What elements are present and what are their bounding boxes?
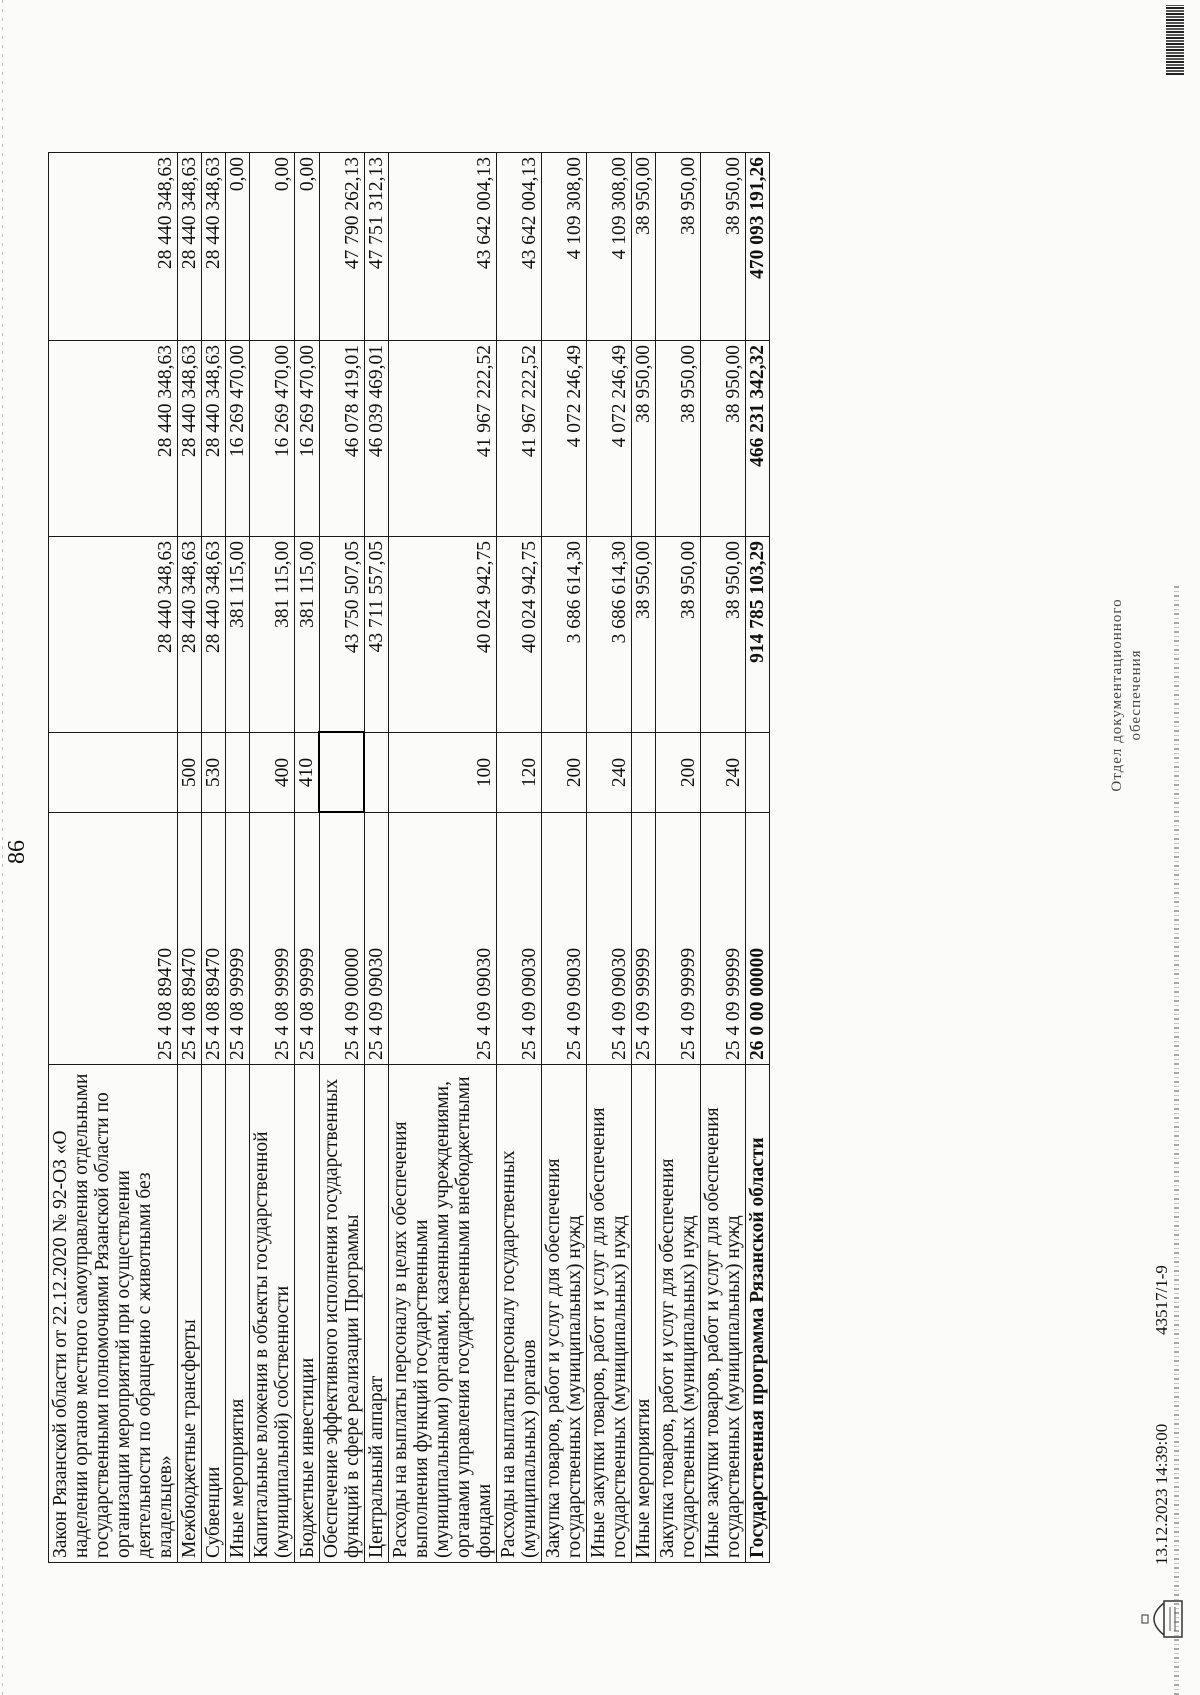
row-amount-2025-cell: 4 072 246,49 (586, 341, 631, 537)
table-row (541, 153, 586, 1563)
row-amount-2024-cell: 28 440 348,63 (202, 537, 226, 733)
row-name-cell: Иные мероприятия (631, 1065, 655, 1563)
row-expense-type-cell (319, 733, 364, 813)
row-name-cell: Расходы на выплаты персоналу государственных (муниципальных) органов (496, 1065, 541, 1563)
row-amount-2025-cell: 38 950,00 (700, 341, 745, 537)
row-amount-2026-cell: 28 440 348,63 (49, 153, 178, 341)
row-amount-2025-cell: 46 039 469,01 (364, 341, 388, 537)
row-code-cell: 25 4 08 89470 (202, 813, 226, 1065)
scan-barcode-strip (1174, 585, 1179, 1695)
row-amount-2024-cell: 28 440 348,63 (178, 537, 202, 733)
table-row (295, 153, 320, 1563)
row-name-cell: Закупка товаров, работ и услуг для обеспечения государственных (муниципальных) нужд (655, 1065, 700, 1563)
row-expense-type-cell: 530 (202, 733, 226, 813)
table-total-row (745, 153, 769, 1563)
row-amount-2024-cell: 40 024 942,75 (496, 537, 541, 733)
row-name-cell: Центральный аппарат (364, 1065, 388, 1563)
row-amount-2026-cell: 470 093 191,26 (745, 153, 769, 341)
row-amount-2024-cell: 381 115,00 (295, 537, 320, 733)
table-row (250, 153, 295, 1563)
row-expense-type-cell: 410 (295, 733, 320, 813)
row-code-cell: 25 4 09 99999 (700, 813, 745, 1065)
scan-artifact (2, 0, 3, 1695)
row-amount-2025-cell: 16 269 470,00 (226, 341, 250, 537)
row-amount-2025-cell: 41 967 222,52 (496, 341, 541, 537)
row-code-cell: 25 4 09 99999 (631, 813, 655, 1065)
row-amount-2025-cell: 28 440 348,63 (202, 341, 226, 537)
row-amount-2025-cell: 38 950,00 (631, 341, 655, 537)
stamp-line-2: обеспечения (1128, 649, 1144, 741)
row-amount-2026-cell: 47 790 262,13 (319, 153, 364, 341)
row-amount-2024-cell: 3 686 614,30 (541, 537, 586, 733)
row-amount-2025-cell: 41 967 222,52 (388, 341, 496, 537)
barcode (1166, 5, 1184, 75)
emblem-icon (1140, 1595, 1186, 1643)
row-amount-2024-cell: 3 686 614,30 (586, 537, 631, 733)
row-name-cell: Капитальные вложения в объекты государственной (муниципальной) собственности (250, 1065, 295, 1563)
row-expense-type-cell (631, 733, 655, 813)
table-row (319, 153, 364, 1563)
table-row (496, 153, 541, 1563)
row-expense-type-cell: 500 (178, 733, 202, 813)
row-expense-type-cell: 400 (250, 733, 295, 813)
row-amount-2024-cell: 43 711 557,05 (364, 537, 388, 733)
row-name-cell: Иные закупки товаров, работ и услуг для обеспечения государственных (муниципальных) нужд (586, 1065, 631, 1563)
row-name-cell: Иные мероприятия (226, 1065, 250, 1563)
row-code-cell: 25 4 09 99999 (655, 813, 700, 1065)
row-name-cell: Закон Рязанской области от 22.12.2020 № 92-ОЗ «О наделении органов местного самоуправления отдельными государственными полномочиями Рязанской области по организации мероприятий при осуществлении деятельности по обращению с животными без владельцев» (49, 1065, 178, 1563)
row-amount-2024-cell: 38 950,00 (700, 537, 745, 733)
row-amount-2026-cell: 47 751 312,13 (364, 153, 388, 341)
table-row (700, 153, 745, 1563)
table-row (178, 153, 202, 1563)
row-name-cell: Государственная программа Рязанской области (745, 1065, 769, 1563)
row-amount-2026-cell: 28 440 348,63 (202, 153, 226, 341)
row-amount-2025-cell: 16 269 470,00 (295, 341, 320, 537)
row-expense-type-cell: 200 (655, 733, 700, 813)
row-code-cell: 25 4 09 00000 (319, 813, 364, 1065)
table-row (49, 153, 178, 1563)
row-name-cell: Расходы на выплаты персоналу в целях обеспечения выполнения функций государственными (муниципальными) органами, казенными учреждениями, органами управления государственными внебюджетными фондами (388, 1065, 496, 1563)
row-code-cell: 25 4 08 99999 (295, 813, 320, 1065)
row-amount-2025-cell: 4 072 246,49 (541, 341, 586, 537)
footer-doc-id: 43517/1-9 (1152, 1265, 1171, 1335)
row-amount-2026-cell: 38 950,00 (631, 153, 655, 341)
row-code-cell: 25 4 09 09030 (586, 813, 631, 1065)
row-amount-2024-cell: 43 750 507,05 (319, 537, 364, 733)
row-amount-2026-cell: 28 440 348,63 (178, 153, 202, 341)
row-code-cell: 25 4 09 09030 (496, 813, 541, 1065)
row-expense-type-cell: 100 (388, 733, 496, 813)
row-expense-type-cell: 240 (700, 733, 745, 813)
row-amount-2025-cell: 466 231 342,32 (745, 341, 769, 537)
row-amount-2024-cell: 28 440 348,63 (49, 537, 178, 733)
row-amount-2026-cell: 0,00 (295, 153, 320, 341)
table-row (364, 153, 388, 1563)
row-code-cell: 25 4 08 89470 (178, 813, 202, 1065)
row-amount-2024-cell: 381 115,00 (250, 537, 295, 733)
row-name-cell: Бюджетные инвестиции (295, 1065, 320, 1563)
row-code-cell: 25 4 09 09030 (388, 813, 496, 1065)
row-expense-type-cell (364, 733, 388, 813)
table-row (655, 153, 700, 1563)
row-amount-2026-cell: 0,00 (250, 153, 295, 341)
row-amount-2025-cell: 46 078 419,01 (319, 341, 364, 537)
row-code-cell: 25 4 08 99999 (250, 813, 295, 1065)
row-amount-2026-cell: 4 109 308,00 (586, 153, 631, 341)
row-expense-type-cell: 120 (496, 733, 541, 813)
row-amount-2026-cell: 43 642 004,13 (388, 153, 496, 341)
page-number: 86 (4, 840, 30, 864)
table-row (586, 153, 631, 1563)
row-name-cell: Закупка товаров, работ и услуг для обеспечения государственных (муниципальных) нужд (541, 1065, 586, 1563)
row-expense-type-cell: 240 (586, 733, 631, 813)
table-row (631, 153, 655, 1563)
row-amount-2024-cell: 914 785 103,29 (745, 537, 769, 733)
row-amount-2024-cell: 40 024 942,75 (388, 537, 496, 733)
row-amount-2025-cell: 38 950,00 (655, 341, 700, 537)
row-name-cell: Обеспечение эффективного исполнения государственных функций в сфере реализации Программы (319, 1065, 364, 1563)
stamp-line-1: Отдел документационного (1109, 598, 1125, 792)
row-name-cell: Иные закупки товаров, работ и услуг для обеспечения государственных (муниципальных) нужд (700, 1065, 745, 1563)
row-amount-2024-cell: 38 950,00 (655, 537, 700, 733)
row-code-cell: 25 4 08 99999 (226, 813, 250, 1065)
row-amount-2026-cell: 38 950,00 (655, 153, 700, 341)
footer-date: 13.12.2023 14:39:00 (1152, 1423, 1171, 1565)
row-amount-2025-cell: 28 440 348,63 (49, 341, 178, 537)
row-name-cell: Межбюджетные трансферты (178, 1065, 202, 1563)
department-stamp (1108, 545, 1146, 845)
table-row (226, 153, 250, 1563)
budget-table-body (49, 153, 770, 1563)
budget-table (48, 152, 770, 1563)
row-code-cell: 25 4 08 89470 (49, 813, 178, 1065)
table-row (388, 153, 496, 1563)
row-code-cell: 25 4 09 09030 (364, 813, 388, 1065)
row-amount-2026-cell: 0,00 (226, 153, 250, 341)
row-expense-type-cell (226, 733, 250, 813)
row-amount-2026-cell: 4 109 308,00 (541, 153, 586, 341)
row-expense-type-cell: 200 (541, 733, 586, 813)
row-amount-2026-cell: 38 950,00 (700, 153, 745, 341)
row-amount-2025-cell: 28 440 348,63 (178, 341, 202, 537)
row-amount-2025-cell: 16 269 470,00 (250, 341, 295, 537)
table-row (202, 153, 226, 1563)
row-expense-type-cell (745, 733, 769, 813)
row-code-cell: 25 4 09 09030 (541, 813, 586, 1065)
row-amount-2026-cell: 43 642 004,13 (496, 153, 541, 341)
row-amount-2024-cell: 381 115,00 (226, 537, 250, 733)
row-amount-2024-cell: 38 950,00 (631, 537, 655, 733)
row-expense-type-cell (49, 733, 178, 813)
row-code-cell: 26 0 00 00000 (745, 813, 769, 1065)
row-name-cell: Субвенции (202, 1065, 226, 1563)
